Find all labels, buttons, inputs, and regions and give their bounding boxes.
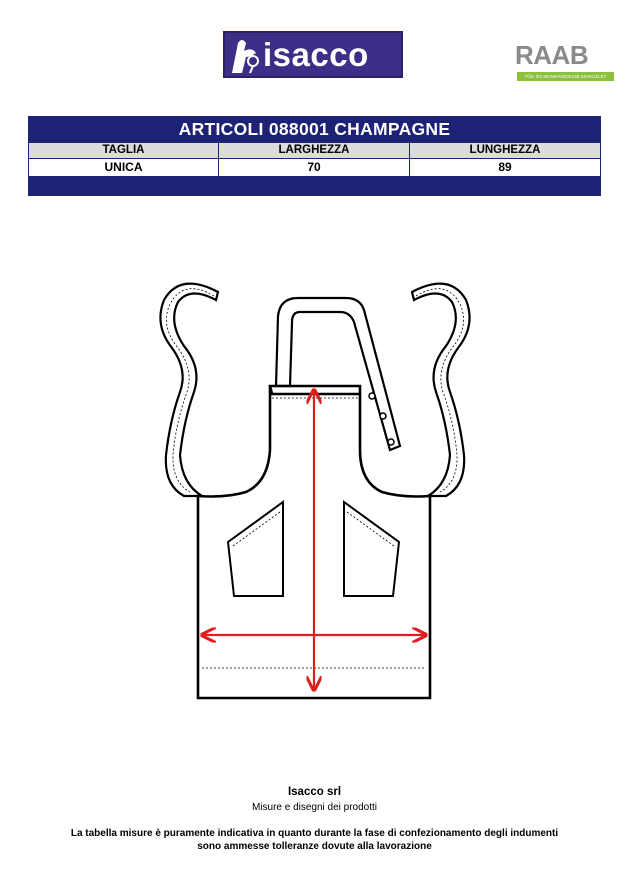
value-taglia: UNICA	[29, 159, 219, 177]
isacco-logo	[223, 31, 403, 78]
isacco-emblem-icon	[228, 35, 262, 75]
article-title: ARTICOLI 088001 CHAMPAGNE	[29, 117, 601, 143]
strap-button-icon	[369, 393, 375, 399]
raab-logo	[515, 42, 615, 82]
header-lunghezza: LUNGHEZZA	[410, 143, 601, 159]
footer-company: Isacco srl	[287, 786, 342, 798]
raab-wordmark: RAAB	[515, 40, 589, 70]
value-lunghezza: 89	[410, 159, 601, 177]
footer-subtitle: Misure e disegni dei prodotti	[251, 802, 378, 813]
disclaimer-line-1: La tabella misure è puramente indicativa in quanto durante la fase di confezionamento degli indumenti	[70, 828, 559, 839]
header-larghezza: LARGHEZZA	[219, 143, 410, 159]
right-tie	[412, 284, 470, 496]
size-table	[28, 116, 601, 196]
disclaimer-line-2: sono ammesse tolleranze dovute alla lavorazione	[197, 841, 432, 852]
strap-button-icon	[380, 413, 386, 419]
isacco-wordmark: isacco	[263, 36, 369, 73]
footer-disclaimer	[0, 827, 629, 853]
strap-button-icon	[388, 439, 394, 445]
raab-tagline: TŰZ- ÉS MUNKAVÉDELMI SZAKÜZLET	[517, 72, 614, 81]
apron-drawing	[150, 270, 480, 705]
header-taglia: TAGLIA	[29, 143, 219, 159]
left-tie	[160, 284, 218, 496]
value-larghezza: 70	[219, 159, 410, 177]
